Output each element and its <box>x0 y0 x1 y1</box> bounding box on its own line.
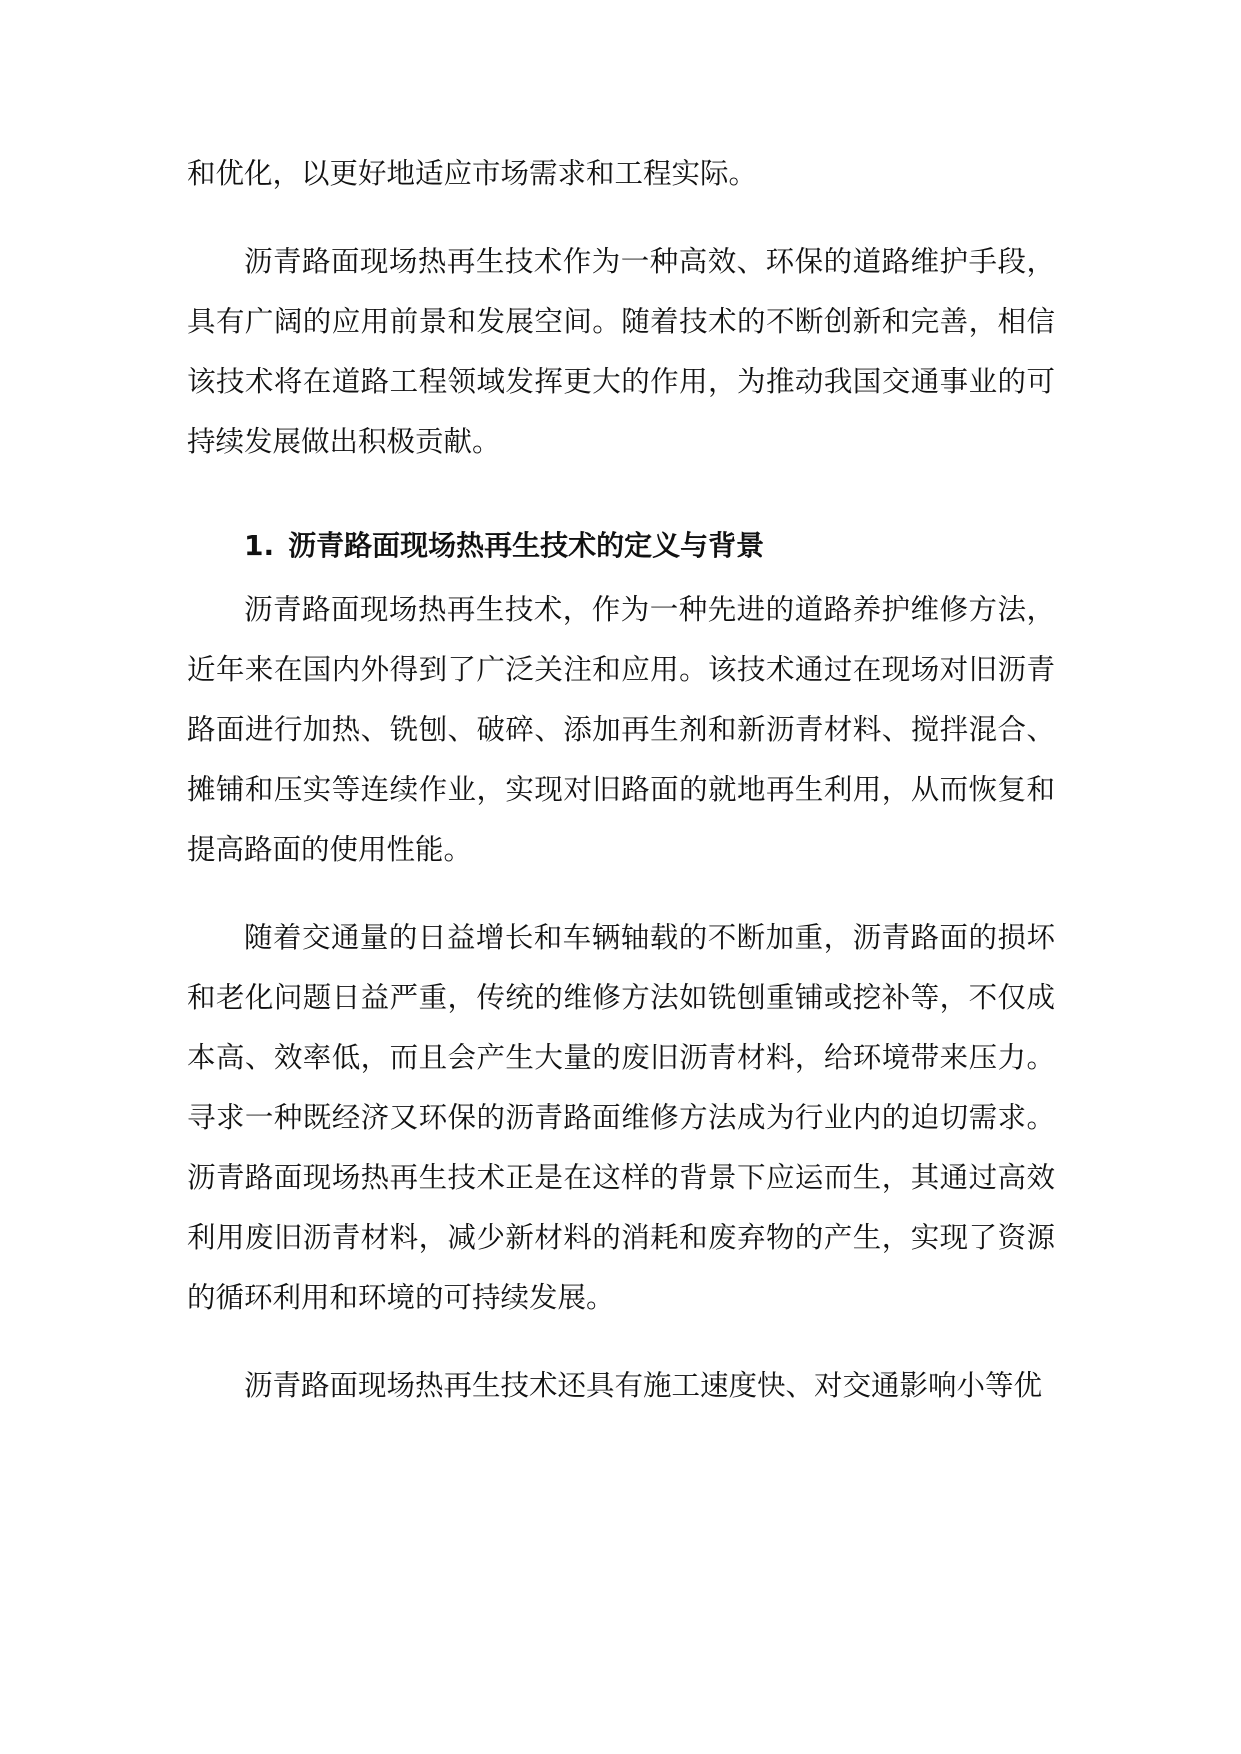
document-body <box>187 144 1055 1416</box>
paragraph-definition: 沥青路面现场热再生技术，作为一种先进的道路养护维修方法，近年来在国内外得到了广泛关注和应用。该技术通过在现场对旧沥青路面进行加热、铣刨、破碎、添加再生剂和新沥青材料、搅拌混合、摊铺和压实等连续作业，实现对旧路面的就地再生利用，从而恢复和提高路面的使用性能。 <box>187 593 1055 866</box>
section-heading <box>187 516 1055 576</box>
paragraph-outlook: 沥青路面现场热再生技术作为一种高效、环保的道路维护手段，具有广阔的应用前景和发展空间。随着技术的不断创新和完善，相信该技术将在道路工程领域发挥更大的作用，为推动我国交通事业的可持续发展做出积极贡献。 <box>187 245 1055 458</box>
paragraph-background: 随着交通量的日益增长和车辆轴载的不断加重，沥青路面的损坏和老化问题日益严重，传统的维修方法如铣刨重铺或挖补等，不仅成本高、效率低，而且会产生大量的废旧沥青材料，给环境带来压力。寻求一种既经济又环保的沥青路面维修方法成为行业内的迫切需求。沥青路面现场热再生技术正是在这样的背景下应运而生，其通过高效利用废旧沥青材料，减少新材料的消耗和废弃物的产生，实现了资源的循环利用和环境的可持续发展。 <box>187 921 1055 1314</box>
section-title: 沥青路面现场热再生技术的定义与背景 <box>288 529 765 562</box>
paragraph-advantages: 沥青路面现场热再生技术还具有施工速度快、对交通影响小等优 <box>244 1369 1043 1402</box>
section-number: 1. <box>244 529 275 562</box>
paragraph-continuation: 和优化，以更好地适应市场需求和工程实际。 <box>187 157 758 190</box>
